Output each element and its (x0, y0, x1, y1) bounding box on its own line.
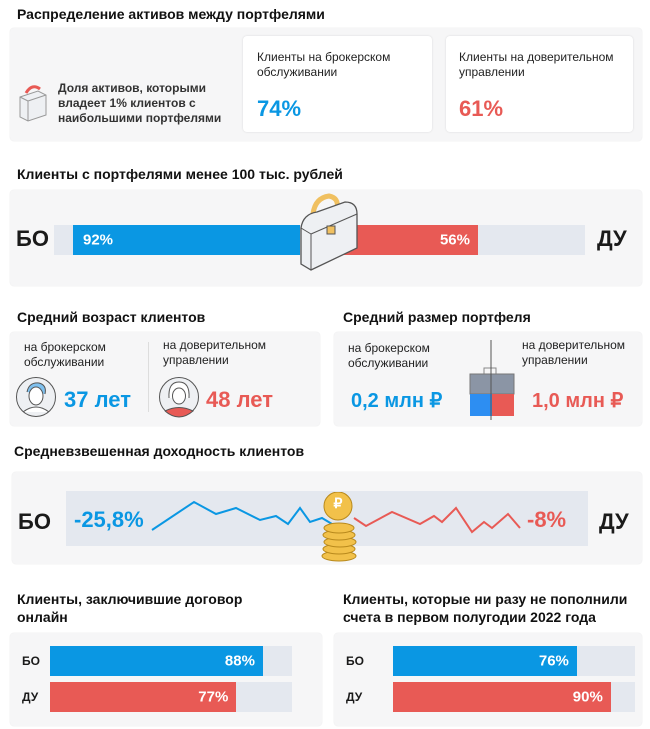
portfolio-size-card (334, 332, 642, 426)
bo-bar-value: 92% (83, 231, 114, 249)
age-card (10, 332, 320, 426)
row-label: ДУ (346, 690, 363, 704)
du-yield-value: -8% (527, 507, 567, 532)
du-bar (393, 682, 611, 712)
section5-title: Средневзвешенная доходность клиентов (14, 443, 305, 459)
du-bar (50, 682, 236, 712)
bo-bar (73, 225, 300, 255)
bar-track (393, 682, 635, 712)
yield-card (12, 472, 642, 564)
bo-assets-card (243, 36, 432, 132)
bo-assets-value: 74% (257, 96, 302, 121)
ruble-icon: ₽ (333, 495, 343, 511)
bo-label: БО (18, 509, 51, 534)
du-yield-line (354, 508, 520, 532)
row-label: БО (346, 654, 364, 668)
briefcase-split-icon (467, 340, 517, 420)
size-bo-label: на брокерском обслуживании (348, 341, 430, 370)
section6-title: Клиенты, заключившие договор онлайн (17, 591, 243, 625)
du-label: ДУ (597, 226, 627, 251)
size-du-value: 1,0 млн ₽ (532, 390, 624, 412)
bar-value: 76% (538, 652, 569, 670)
bo-assets-label: Клиенты на брокерском обслуживании (257, 50, 391, 79)
bar-track (50, 646, 292, 676)
assets-card (10, 28, 642, 141)
briefcase-icon (16, 83, 50, 123)
age-du-value: 48 лет (206, 387, 273, 412)
bo-bar (393, 646, 577, 676)
row-label: БО (22, 654, 40, 668)
bar-value: 90% (572, 688, 603, 706)
bo-bar (50, 646, 263, 676)
bar-track (50, 682, 292, 712)
section7-title: Клиенты, которые ни разу не пополнили счета в первом полугодии 2022 года (343, 591, 628, 625)
age-bo-label: на брокерском обслуживании (24, 340, 106, 369)
assets-description: Доля активов, которыми владеет 1% клиентов с наибольшими портфелями (58, 81, 222, 125)
size-bo-value: 0,2 млн ₽ (351, 390, 443, 412)
age-bo-value: 37 лет (64, 387, 131, 412)
online-contract-card (10, 633, 322, 726)
briefcase-icon (295, 192, 365, 274)
section1-title: Распределение активов между портфелями (17, 6, 325, 22)
small-portfolio-card (10, 190, 642, 286)
bar-value: 77% (198, 688, 229, 706)
bo-yield-value: -25,8% (74, 507, 144, 532)
du-assets-value: 61% (459, 96, 504, 121)
age-du-label: на доверительном управлении (163, 338, 267, 367)
du-label: ДУ (599, 509, 629, 534)
du-bar-value: 56% (439, 231, 470, 249)
size-du-label: на доверительном управлении (522, 338, 626, 367)
young-man-avatar-icon (15, 376, 57, 418)
no-topup-card (334, 633, 642, 726)
bar-value: 88% (224, 652, 255, 670)
du-assets-label: Клиенты на доверительном управлении (459, 50, 614, 79)
section3-title: Средний возраст клиентов (17, 309, 206, 325)
section4-title: Средний размер портфеля (343, 309, 531, 325)
bo-label: БО (16, 226, 49, 251)
bo-yield-line (152, 502, 332, 530)
du-assets-card (446, 36, 633, 132)
row-label: ДУ (22, 690, 39, 704)
older-woman-avatar-icon (158, 376, 200, 418)
section2-title: Клиенты с портфелями менее 100 тыс. рублей (17, 166, 343, 182)
divider (148, 342, 149, 412)
bar-track (393, 646, 635, 676)
